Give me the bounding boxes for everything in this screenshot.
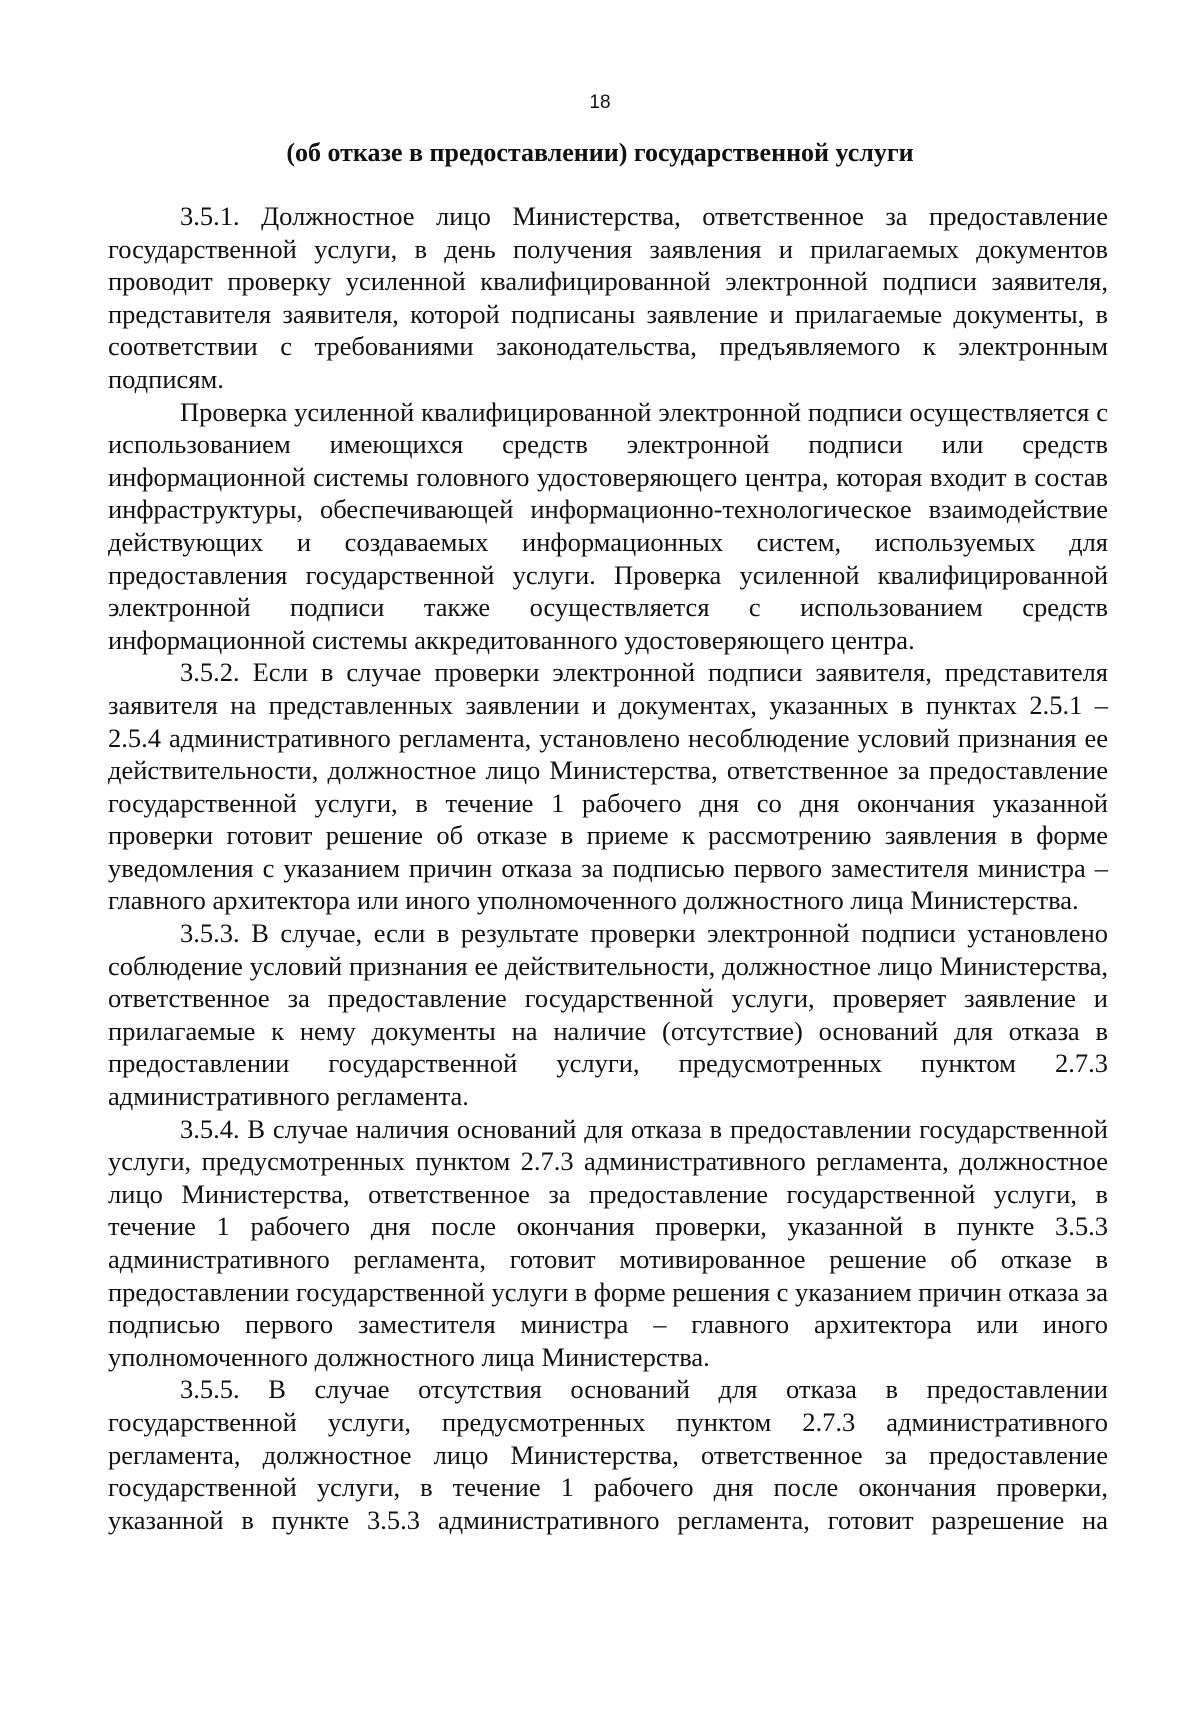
document-body: [108, 200, 1108, 1536]
paragraph-signature-check: Проверка усиленной квалифицированной электронной подписи осуществляется с использованием имеющихся средств электронной подписи или средств информационной системы головного удостоверяющего центра, которая входит в состав инфраструктуры, обеспечивающей информационно-технологическое взаимодействие действующих и создаваемых информационных систем, используемых для предоставления государственной услуги. Проверка усиленной квалифицированной электронной подписи также осуществляется с использованием средств информационной системы аккредитованного удостоверяющего центра.: [108, 396, 1108, 655]
paragraph-3-5-3: 3.5.3. В случае, если в результате проверки электронной подписи установлено соблюдение условий признания ее действительности, должностное лицо Министерства, ответственное за предоставление государственной услуги, проверяет заявление и прилагаемые к нему документы на наличие (отсутствие) оснований для отказа в предоставлении государственной услуги, предусмотренных пунктом 2.7.3 административного регламента.: [108, 918, 1108, 1112]
page-number: 18: [589, 92, 611, 113]
paragraph-3-5-4: 3.5.4. В случае наличия оснований для отказа в предоставлении государственной услуги, предусмотренных пунктом 2.7.3 административного регламента, должностное лицо Министерства, ответственное за предоставление государственной услуги, в течение 1 рабочего дня после окончания проверки, указанной в пункте 3.5.3 административного регламента, готовит мотивированное решение об отказе в предоставлении государственной услуги в форме решения с указанием причин отказа за подписью первого заместителя министра – главного архитектора или иного уполномоченного должностного лица Министерства.: [108, 1113, 1108, 1372]
paragraph-3-5-5: 3.5.5. В случае отсутствия оснований для отказа в предоставлении государственной услуги, предусмотренных пунктом 2.7.3 административного регламента, должностное лицо Министерства, ответственное за предоставление государственной услуги, в течение 1 рабочего дня после окончания проверки, указанной в пункте 3.5.3 административного регламента, готовит разрешение на: [108, 1374, 1108, 1535]
paragraph-3-5-2: 3.5.2. Если в случае проверки электронной подписи заявителя, представителя заявителя на представленных заявлении и документах, указанных в пунктах 2.5.1 – 2.5.4 административного регламента, установлено несоблюдение условий признания ее действительности, должностное лицо Министерства, ответственное за предоставление государственной услуги, в течение 1 рабочего дня со дня окончания указанной проверки готовит решение об отказе в приеме к рассмотрению заявления в форме уведомления с указанием причин отказа за подписью первого заместителя министра – главного архитектора или иного уполномоченного должностного лица Министерства.: [108, 657, 1108, 916]
section-heading: (об отказе в предоставлении) государственной услуги: [286, 138, 914, 167]
paragraph-3-5-1: 3.5.1. Должностное лицо Министерства, ответственное за предоставление государственной услуги, в день получения заявления и прилагаемых документов проводит проверку усиленной квалифицированной электронной подписи заявителя, представителя заявителя, которой подписаны заявление и прилагаемые документы, в соответствии с требованиями законодательства, предъявляемого к электронным подписям.: [108, 201, 1108, 394]
